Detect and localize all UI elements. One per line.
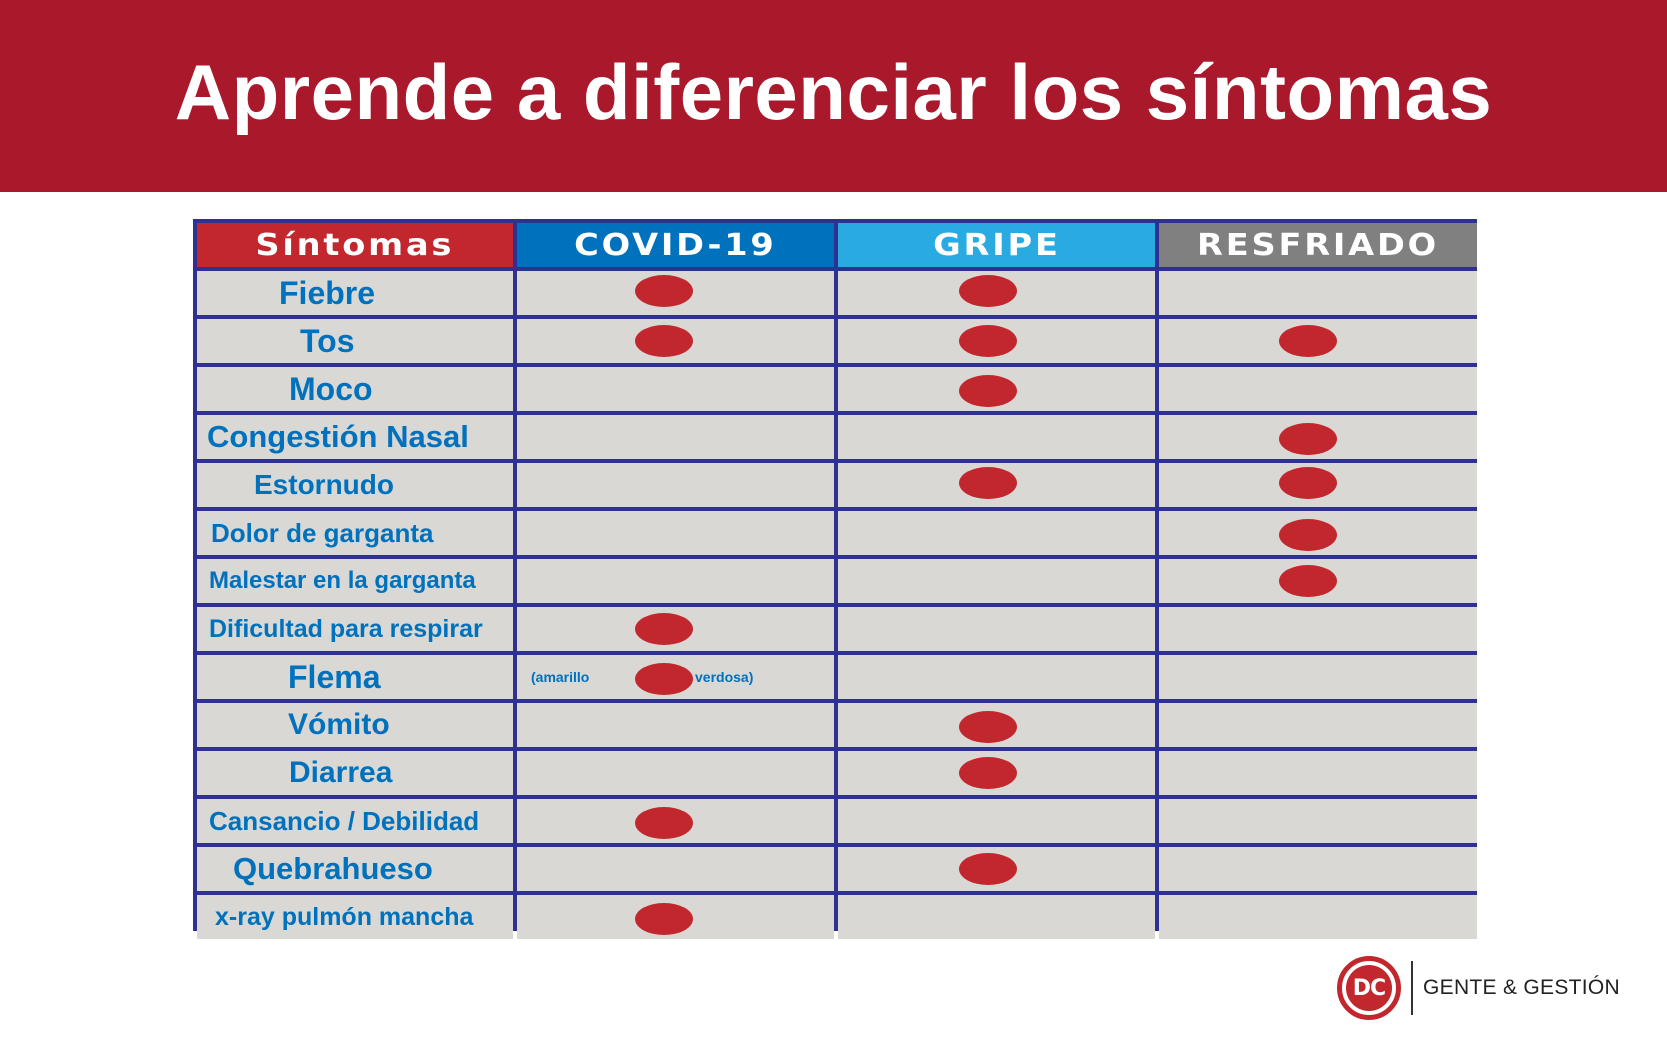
symptom-cell [197,895,513,939]
resfriado-cell [1159,655,1477,699]
symptom-comparison-table [193,219,1477,931]
gripe-cell [838,799,1155,843]
page-title: Aprende a diferenciar los síntomas [174,47,1493,136]
symptom-cell [197,655,513,699]
gripe-symptom-dot [959,275,1017,307]
symptom-cell [197,559,513,603]
symptom-cell [197,463,513,507]
dc-logo-text: DC [1346,965,1392,1011]
gripe-cell [838,367,1155,411]
header-gripe [838,223,1155,267]
covid-cell [517,463,834,507]
resfriado-cell [1159,367,1477,411]
brand-logo [1337,953,1620,1023]
covid-symptom-dot [635,275,693,307]
gripe-cell [838,415,1155,459]
symptom-label: Diarrea [289,756,393,789]
symptom-label: Malestar en la garganta [209,567,476,594]
resfriado-symptom-dot [1279,519,1337,551]
symptom-cell [197,751,513,795]
resfriado-cell [1159,799,1477,843]
resfriado-cell [1159,559,1477,603]
symptom-cell [197,319,513,363]
symptom-cell [197,703,513,747]
gripe-cell [838,607,1155,651]
gripe-cell [838,319,1155,363]
gripe-cell [838,751,1155,795]
covid-cell [517,271,834,315]
covid-symptom-dot [635,807,693,839]
covid-symptom-dot [635,613,693,645]
covid-cell [517,559,834,603]
gripe-symptom-dot [959,325,1017,357]
resfriado-cell [1159,463,1477,507]
gripe-symptom-dot [959,467,1017,499]
symptom-label: Vómito [288,708,390,741]
symptom-cell [197,799,513,843]
covid-cell [517,367,834,411]
gripe-symptom-dot [959,375,1017,407]
resfriado-cell [1159,415,1477,459]
resfriado-symptom-dot [1279,423,1337,455]
gripe-symptom-dot [959,757,1017,789]
gripe-cell [838,847,1155,891]
covid-cell [517,895,834,939]
flema-note-left: (amarillo [531,669,590,685]
flema-note-right: verdosa) [695,669,754,685]
symptom-cell [197,847,513,891]
gripe-cell [838,463,1155,507]
symptom-label: x-ray pulmón mancha [215,902,474,931]
symptom-cell [197,271,513,315]
resfriado-cell [1159,703,1477,747]
brand-divider [1411,961,1413,1015]
symptom-cell [197,511,513,555]
resfriado-cell [1159,751,1477,795]
symptom-cell [197,415,513,459]
header-resfriado-label: RESFRIADO [1196,227,1440,263]
resfriado-cell [1159,271,1477,315]
header-gripe-label: GRIPE [932,227,1061,263]
covid-cell [517,751,834,795]
gripe-symptom-dot [959,853,1017,885]
brand-name: GENTE & GESTIÓN [1423,976,1621,999]
symptom-label: Quebrahueso [233,851,433,886]
covid-cell [517,607,834,651]
resfriado-cell [1159,847,1477,891]
resfriado-symptom-dot [1279,325,1337,357]
symptom-label: Fiebre [279,274,376,311]
gripe-cell [838,271,1155,315]
resfriado-cell [1159,319,1477,363]
header-sintomas [197,223,513,267]
symptom-label: Flema [288,658,381,695]
covid-cell [517,319,834,363]
resfriado-cell [1159,511,1477,555]
covid-cell [517,847,834,891]
symptom-cell [197,607,513,651]
covid-symptom-dot [635,903,693,935]
resfriado-cell [1159,607,1477,651]
header-covid-label: COVID-19 [574,227,777,263]
gripe-cell [838,559,1155,603]
symptom-label: Moco [289,370,373,407]
covid-cell [517,799,834,843]
symptom-label: Estornudo [254,469,394,500]
dc-logo-icon [1337,956,1401,1020]
gripe-cell [838,511,1155,555]
symptom-label: Tos [300,322,355,359]
gripe-symptom-dot [959,711,1017,743]
symptom-label: Cansancio / Debilidad [209,805,480,836]
resfriado-cell [1159,895,1477,939]
covid-cell [517,703,834,747]
header-resfriado [1159,223,1477,267]
gripe-cell [838,655,1155,699]
header-sintomas-label: Síntomas [255,227,455,263]
covid-cell [517,511,834,555]
resfriado-symptom-dot [1279,565,1337,597]
header-covid [517,223,834,267]
symptom-label: Dolor de garganta [211,517,434,548]
title-banner [0,0,1667,192]
gripe-cell [838,895,1155,939]
covid-symptom-dot [635,325,693,357]
resfriado-symptom-dot [1279,467,1337,499]
symptom-cell [197,367,513,411]
symptom-label: Congestión Nasal [207,419,469,454]
covid-cell [517,415,834,459]
covid-symptom-dot [635,663,693,695]
symptom-label: Dificultad para respirar [209,614,483,643]
gripe-cell [838,703,1155,747]
covid-cell [517,655,834,699]
